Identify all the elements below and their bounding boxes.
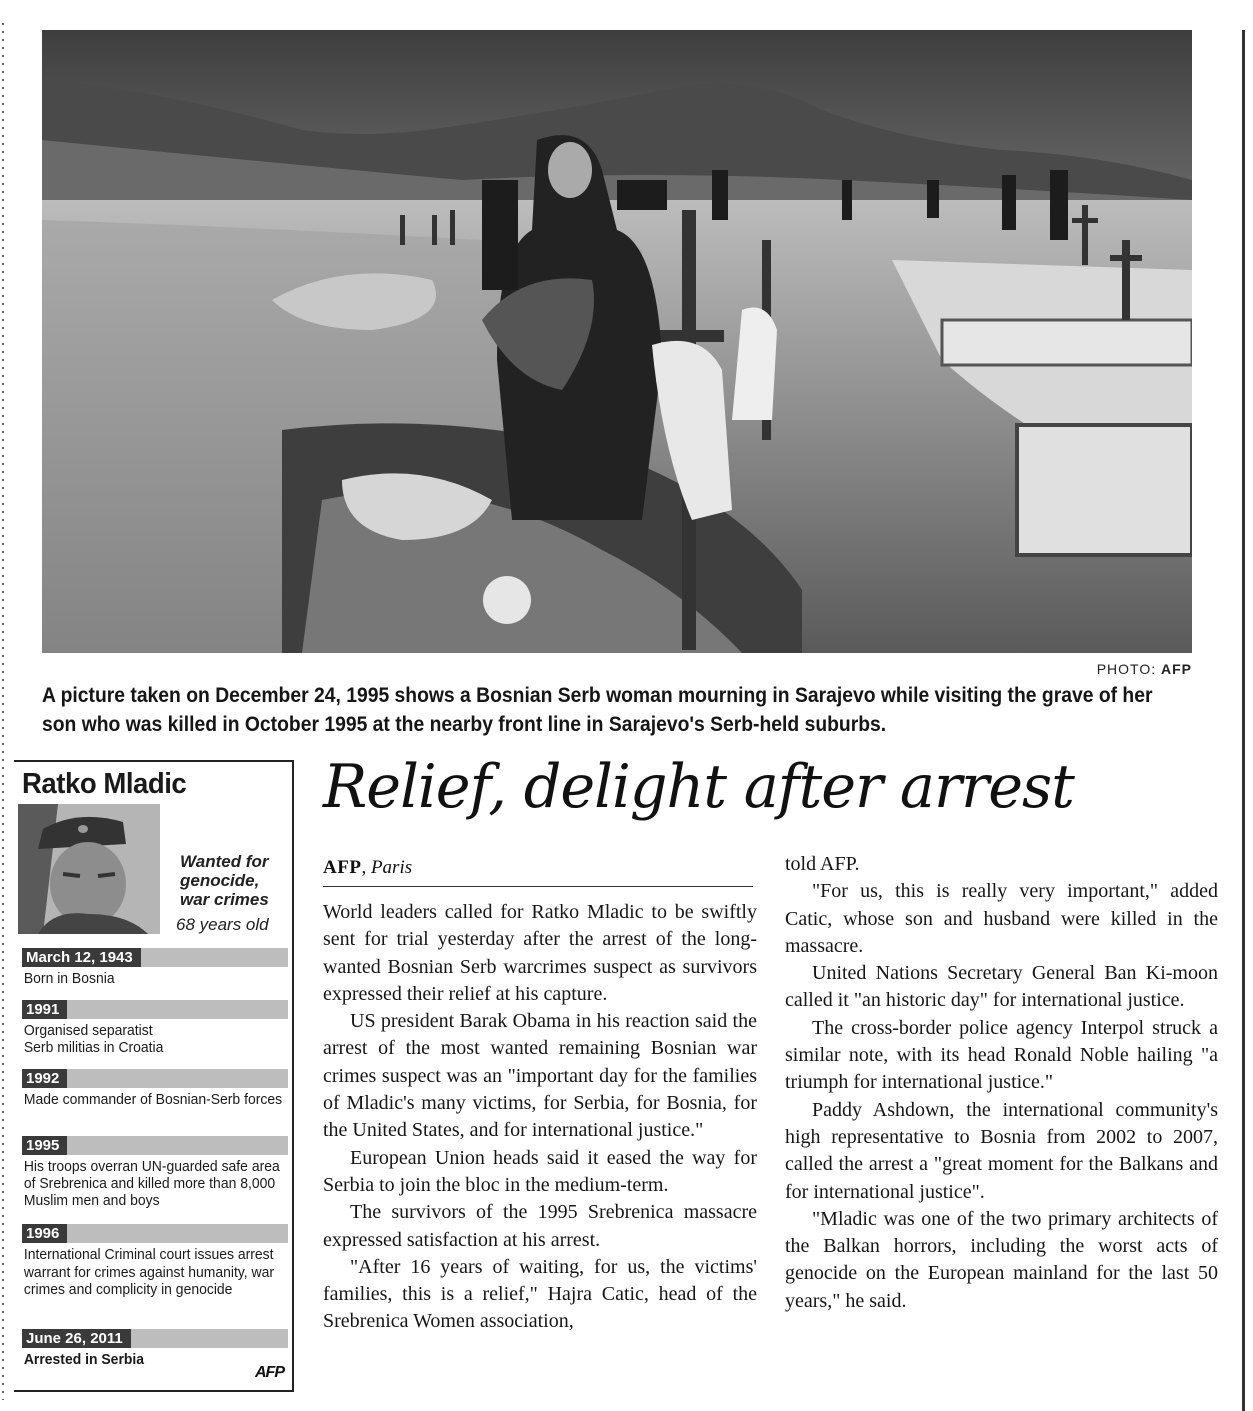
timeline-event <box>22 1224 288 1299</box>
timeline-event <box>22 1136 288 1209</box>
afp-logo: AFP <box>255 1364 284 1381</box>
profile-name: Ratko Mladic <box>22 768 187 800</box>
timeline-text: International Criminal court issues arrest warrant for crimes against humanity, war crimes and complicity in genocide <box>23 1246 275 1298</box>
article-paragraph: "Mladic was one of the two primary architects of the Balkan horrors, including the worst acts of genocide on the European mainland for the last 50 years," he said. <box>785 1207 1218 1312</box>
article-paragraph: The survivors of the 1995 Srebrenica massacre expressed satisfaction at his arrest. <box>323 1201 757 1251</box>
timeline-date-bar: 1992 <box>22 1069 288 1088</box>
photo-caption: A picture taken on December 24, 1995 shows a Bosnian Serb woman mourning in Sarajevo while visiting the grave of her son who was killed in October 1995 at the nearby front line in Sarajevo's Serb-held suburbs. <box>42 684 1153 736</box>
page-right-rule <box>1242 30 1245 1411</box>
timeline-text: Born in Bosnia <box>23 970 115 987</box>
profile-sidebar <box>14 760 294 1392</box>
timeline-event <box>22 1000 288 1056</box>
timeline-text: Organised separatist Serb militias in Croatia <box>23 1022 164 1056</box>
dateline-rule <box>323 886 753 887</box>
wanted-label: Wanted for genocide, war crimes <box>180 852 269 909</box>
age-label: 68 years old <box>176 915 269 934</box>
page-edge-dots <box>2 20 4 1400</box>
article-paragraph: European Union heads said it eased the way for Serbia to join the bloc in the medium-term. <box>323 1146 757 1196</box>
article-paragraph: "After 16 years of waiting, for us, the victims' families, this is a relief," Hajra Catic, head of the Srebrenica Women association, <box>323 1255 757 1333</box>
timeline-date-bar: 1996 <box>22 1224 288 1243</box>
article-paragraph: Paddy Ashdown, the international community's high representative to Bosnia from 2002 to 2007, called the arrest a "great moment for the Balkans and for international justice". <box>785 1098 1218 1203</box>
headline: Relief, delight after arrest <box>323 752 1074 822</box>
article-paragraph: US president Barak Obama in his reaction said the arrest of the most wanted remaining Bosnian war crimes suspect was an "important day for the families of Mladic's many victims, for Serbia, for Bosnia, for the United States, and for international justice." <box>323 1010 757 1142</box>
timeline-text: Made commander of Bosnian-Serb forces <box>23 1091 283 1108</box>
timeline-date-bar: March 12, 1943 <box>22 948 288 967</box>
article-paragraph: The cross-border police agency Interpol struck a similar note, with its head Ronald Noble hailing "a triumph for international justice." <box>785 1016 1218 1094</box>
photo-credit: PHOTO: AFP <box>1096 661 1192 677</box>
cemetery-scene-image <box>42 30 1192 653</box>
news-photo <box>42 30 1192 653</box>
profile-portrait <box>18 804 160 934</box>
timeline-event <box>22 1069 288 1108</box>
article-paragraph: told AFP. <box>785 853 860 875</box>
article-paragraph: World leaders called for Ratko Mladic to be swiftly sent for trial yesterday after the arrest of the long-wanted Bosnian Serb warcrimes suspect as survivors expressed their relief at his capture. <box>323 901 757 1005</box>
article-column-1 <box>323 899 757 1336</box>
article-paragraph: United Nations Secretary General Ban Ki-moon called it "an historic day" for international justice. <box>785 962 1218 1012</box>
article-column-2 <box>785 851 1218 1315</box>
dateline: AFP, Paris <box>323 857 413 878</box>
timeline-text: Arrested in Serbia <box>23 1351 145 1368</box>
timeline-text: His troops overran UN-guarded safe area of Srebrenica and killed more than 8,000 Muslim men and boys <box>23 1158 280 1209</box>
timeline-date-bar: 1995 <box>22 1136 288 1155</box>
portrait-image <box>18 804 160 934</box>
timeline-date-bar: June 26, 2011 <box>22 1329 288 1348</box>
timeline-event <box>22 948 288 987</box>
timeline-date-bar: 1991 <box>22 1000 288 1019</box>
timeline-event <box>22 1329 288 1368</box>
article-paragraph: "For us, this is really very important," added Catic, whose son and husband were killed in the massacre. <box>785 880 1218 957</box>
